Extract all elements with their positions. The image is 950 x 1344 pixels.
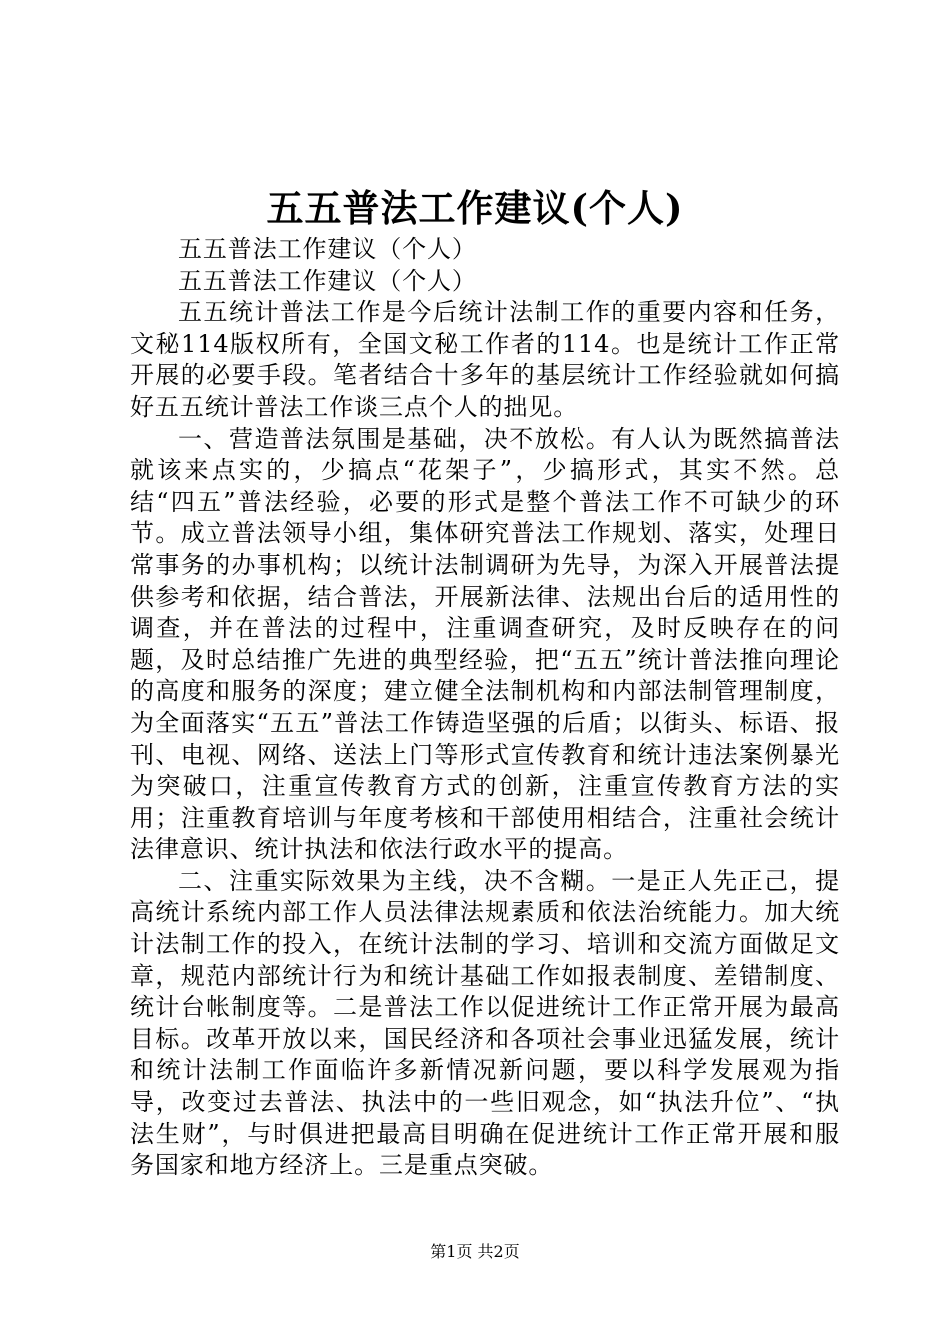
paragraph-section-2: 二、注重实际效果为主线，决不含糊。一是正人先正己，提高统计系统内部工作人员法律法规素质和依法治统能力。加大统计法制工作的投入，在统计法制的学习、培训和交流方面做足文章，规范内部统计行为和统计基础工作如报表制度、差错制度、统计台帐制度等。二是普法工作以促进统计工作正常开展为最高目标。改革开放以来，国民经济和各项社会事业迅猛发展，统计和统计法制工作面临许多新情况新问题，要以科学发展观为指导，改变过去普法、执法中的一些旧观念，如“执法升位”、“执法生财”，与时俱进把最高目明确在促进统计工作正常开展和服务国家和地方经济上。三是重点突破。 <box>130 866 840 1180</box>
paragraph-subtitle-2: 五五普法工作建议（个人） <box>178 266 477 295</box>
paragraph-section-1: 一、营造普法氛围是基础，决不放松。有人认为既然搞普法就该来点实的，少搞点“花架子”，少搞形式，其实不然。总结“四五”普法经验，必要的形式是整个普法工作不可缺少的环节。成立普法领导小组，集体研究普法工作规划、落实，处理日常事务的办事机构；以统计法制调研为先导，为深入开展普法提供参考和依据，结合普法，开展新法律、法规出台后的适用性的调查，并在普法的过程中，注重调查研究，及时反映存在的问题，及时总结推广先进的典型经验，把“五五”统计普法推向理论的高度和服务的深度；建立健全法制机构和内部法制管理制度，为全面落实“五五”普法工作铸造坚强的后盾；以街头、标语、报刊、电视、网络、送法上门等形式宣传教育和统计违法案例暴光为突破口，注重宣传教育方式的创新，注重宣传教育方法的实用；注重教育培训与年度考核和干部使用相结合，注重社会统计法律意识、统计执法和依法行政水平的提高。 <box>130 424 840 864</box>
paragraph-intro: 五五统计普法工作是今后统计法制工作的重要内容和任务，文秘114版权所有，全国文秘工作者的114。也是统计工作正常开展的必要手段。笔者结合十多年的基层统计工作经验就如何搞好五五统计普法工作谈三点个人的拙见。 <box>130 298 840 421</box>
page-footer: 第1页 共2页 <box>430 1242 520 1261</box>
paragraph-subtitle-1: 五五普法工作建议（个人） <box>178 235 477 263</box>
document-title: 五五普法工作建议(个人) <box>266 186 684 230</box>
document-body <box>130 234 840 1182</box>
